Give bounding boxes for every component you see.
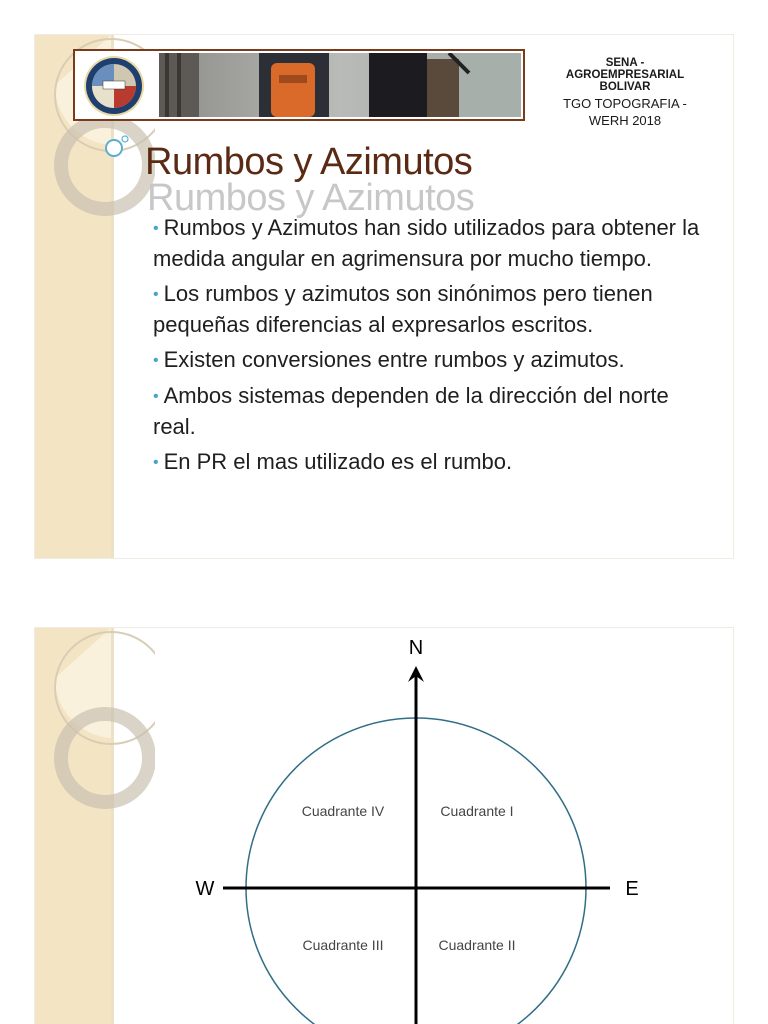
course-line-1: TGO TOPOGRAFIA -: [563, 96, 687, 111]
north-label: N: [408, 637, 424, 659]
course-line-2: WERH 2018: [588, 113, 662, 128]
bullet-text: Existen conversiones entre rumbos y azimutos.: [163, 347, 625, 372]
slide-1: [35, 35, 733, 558]
org-line-2: AGROEMPRESARIAL: [565, 69, 685, 81]
west-label: W: [195, 878, 215, 900]
bullet-item: [153, 279, 713, 340]
bullet-dot-icon: •: [153, 220, 159, 237]
institution-logo-icon: [81, 55, 147, 117]
bullet-dot-icon: •: [153, 454, 159, 471]
header-banner: [73, 49, 525, 121]
surveyors-photo: [159, 53, 521, 117]
organization-header: [545, 57, 705, 129]
east-label: E: [625, 878, 639, 900]
bullet-dot-icon: •: [153, 286, 159, 303]
quadrant-i-label: Cuadrante I: [440, 803, 514, 819]
bullet-item: [153, 213, 713, 274]
quadrant-diagram: [35, 628, 733, 1024]
bullet-item: [153, 345, 713, 376]
org-line-1: SENA -: [605, 57, 645, 69]
bullet-item: [153, 447, 713, 478]
slide-title-reflection: Rumbos y Azimutos: [147, 177, 475, 219]
small-circle-icon: [106, 140, 122, 156]
quadrant-iii-label: Cuadrante III: [302, 937, 384, 953]
slide-title: Rumbos y Azimutos: [145, 141, 473, 183]
quadrant-ii-label: Cuadrante II: [438, 937, 516, 953]
bullet-text: Ambos sistemas dependen de la dirección del norte real.: [153, 383, 669, 439]
bullet-dot-icon: •: [153, 388, 159, 405]
slide-2: [35, 628, 733, 1024]
bullet-text: Rumbos y Azimutos han sido utilizados para obtener la medida angular en agrimensura por mucho tiempo.: [153, 215, 700, 271]
quadrant-iv-label: Cuadrante IV: [301, 803, 385, 819]
bullet-list: [153, 213, 713, 483]
org-line-3: BOLIVAR: [599, 81, 651, 93]
bullet-item: [153, 381, 713, 442]
bullet-text: Los rumbos y azimutos son sinónimos pero tienen pequeñas diferencias al expresarlos escritos.: [153, 281, 653, 337]
bullet-dot-icon: •: [153, 352, 159, 369]
bullet-text: En PR el mas utilizado es el rumbo.: [163, 449, 513, 474]
